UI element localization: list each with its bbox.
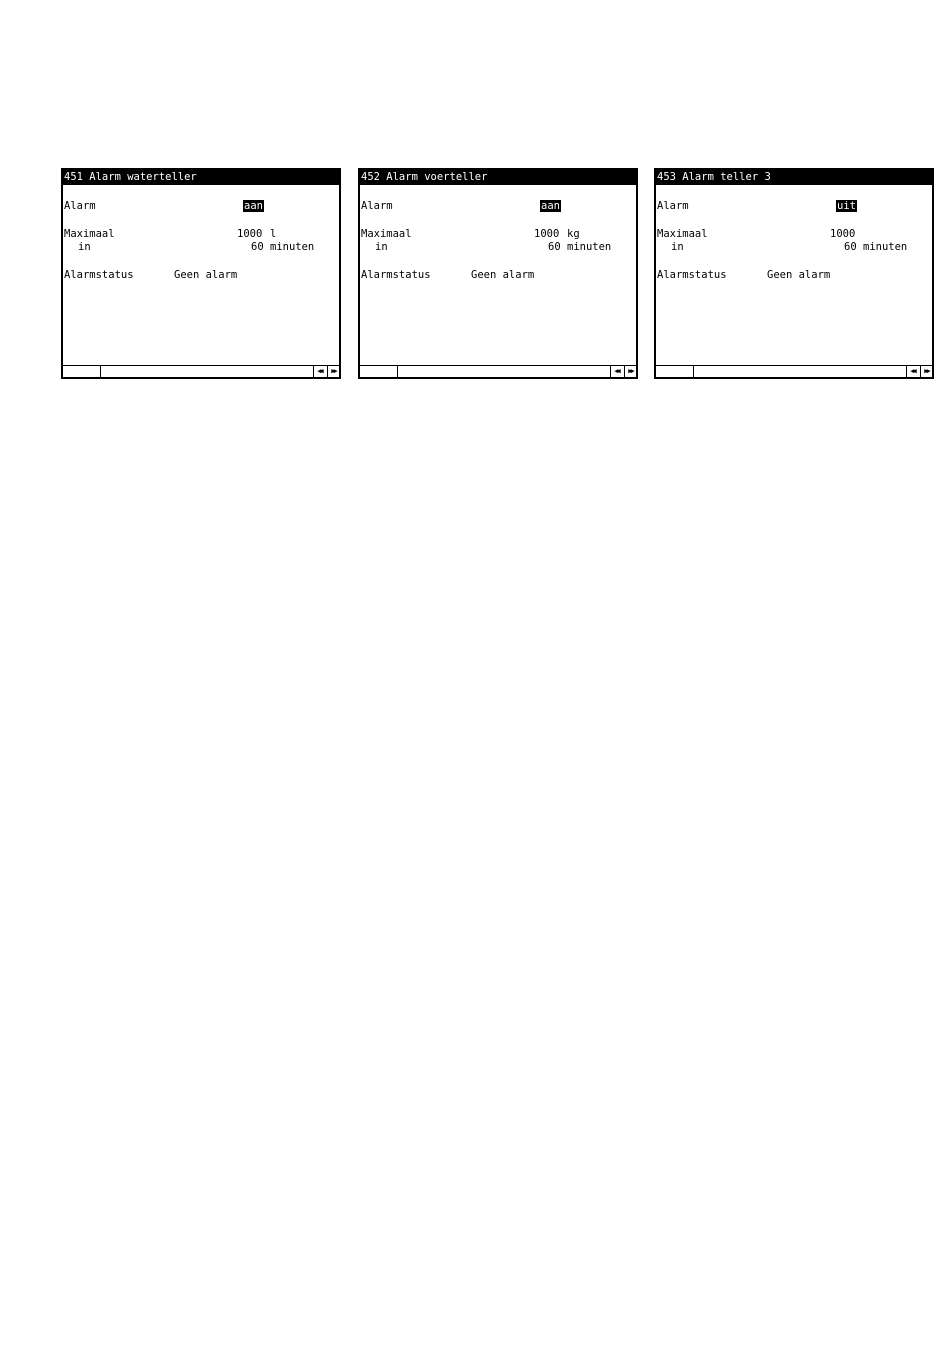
max-label: Maximaal — [64, 228, 115, 240]
screen-453 — [654, 168, 934, 379]
status-divider — [693, 366, 694, 378]
status-value: Geen alarm — [767, 269, 831, 281]
status-bar — [656, 365, 932, 377]
nav-prev-button[interactable] — [610, 366, 622, 377]
nav-prev-button[interactable] — [313, 366, 325, 377]
status-label: Alarmstatus — [64, 269, 134, 281]
in-label: in — [375, 241, 388, 253]
in-unit: minuten — [567, 241, 612, 253]
max-unit: kg — [567, 228, 580, 240]
in-value-field[interactable]: 60 — [844, 241, 857, 253]
status-divider — [100, 366, 101, 378]
nav-next-button[interactable] — [327, 366, 339, 377]
in-value-field[interactable]: 60 — [548, 241, 561, 253]
screen-451 — [61, 168, 341, 379]
status-value: Geen alarm — [471, 269, 535, 281]
in-label: in — [671, 241, 684, 253]
alarm-label: Alarm — [361, 200, 393, 212]
screen-title: 452 Alarm voerteller — [360, 170, 636, 185]
nav-prev-button[interactable] — [906, 366, 918, 377]
alarm-value-field[interactable]: aan — [244, 200, 263, 212]
double-left-arrow-icon: ◀◀ — [614, 367, 619, 375]
in-unit: minuten — [863, 241, 908, 253]
status-divider — [397, 366, 398, 378]
screen-title: 453 Alarm teller 3 — [656, 170, 932, 185]
screen-452 — [358, 168, 638, 379]
max-label: Maximaal — [361, 228, 412, 240]
status-bar — [360, 365, 636, 377]
in-unit: minuten — [270, 241, 315, 253]
status-label: Alarmstatus — [657, 269, 727, 281]
alarm-value-field[interactable]: aan — [541, 200, 560, 212]
status-value: Geen alarm — [174, 269, 238, 281]
double-left-arrow-icon: ◀◀ — [317, 367, 322, 375]
double-right-arrow-icon: ▶▶ — [924, 367, 929, 375]
max-unit: l — [270, 228, 277, 240]
screen-title: 451 Alarm waterteller — [63, 170, 339, 185]
nav-next-button[interactable] — [624, 366, 636, 377]
double-left-arrow-icon: ◀◀ — [910, 367, 915, 375]
alarm-label: Alarm — [64, 200, 96, 212]
in-value-field[interactable]: 60 — [251, 241, 264, 253]
nav-next-button[interactable] — [920, 366, 932, 377]
alarm-label: Alarm — [657, 200, 689, 212]
alarm-value-field[interactable]: uit — [837, 200, 856, 212]
max-value-field[interactable]: 1000 — [534, 228, 560, 240]
status-label: Alarmstatus — [361, 269, 431, 281]
max-value-field[interactable]: 1000 — [830, 228, 856, 240]
in-label: in — [78, 241, 91, 253]
max-value-field[interactable]: 1000 — [237, 228, 263, 240]
status-bar — [63, 365, 339, 377]
double-right-arrow-icon: ▶▶ — [628, 367, 633, 375]
max-label: Maximaal — [657, 228, 708, 240]
double-right-arrow-icon: ▶▶ — [331, 367, 336, 375]
